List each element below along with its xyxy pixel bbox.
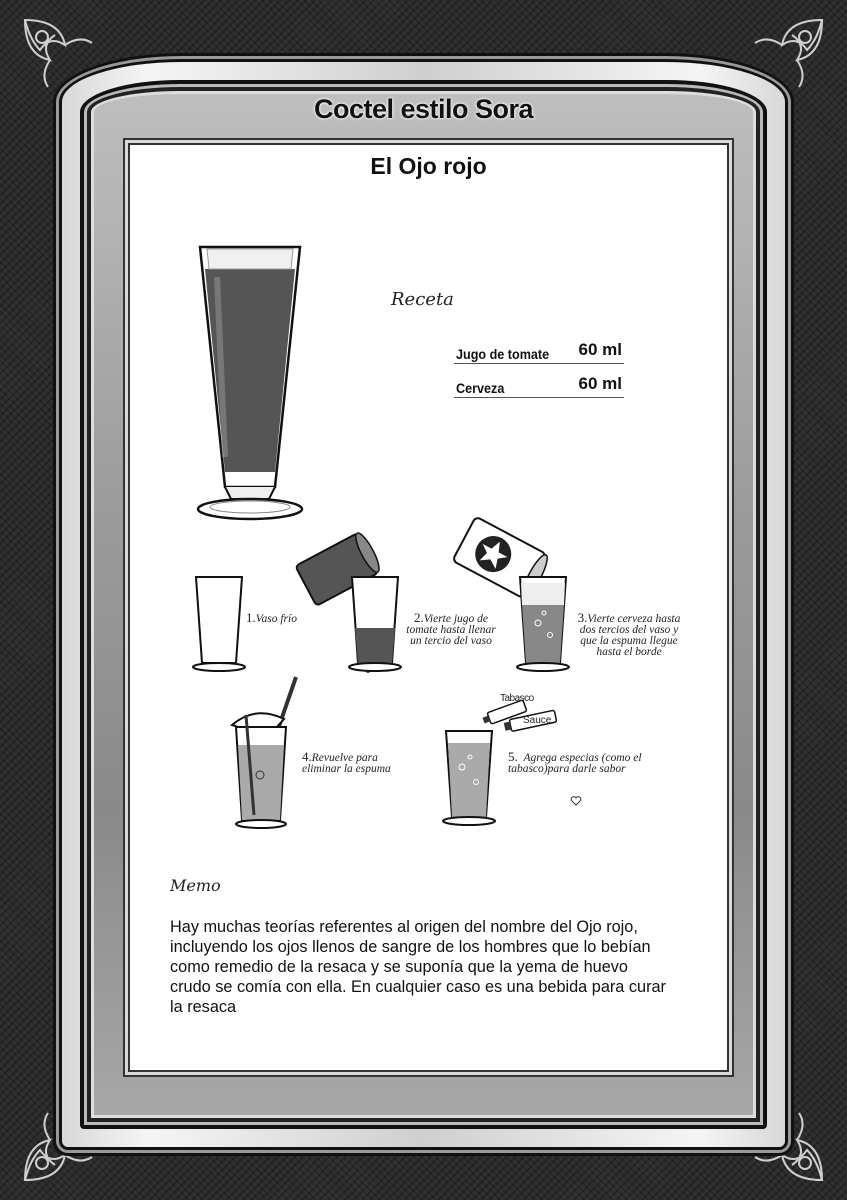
- memo-text: Hay muchas teorías referentes al origen del nombre del Ojo rojo, incluyendo los ojos llenos de sangre de los hombres que lo bebían como remedio de la resaca y se suponía que la yema de huevo crudo se comía con ella. En cualquier caso es una bebida para curar la resaca: [170, 918, 666, 1016]
- finished-glass-icon: [442, 727, 498, 827]
- step-1: 1.Vaso frío: [246, 610, 297, 625]
- page-title: Coctel estilo Sora: [313, 94, 534, 124]
- red-eye-glass-illustration: [195, 237, 315, 527]
- recipe-name: El Ojo rojo: [370, 153, 487, 179]
- ingredient-name: Cerveza: [456, 380, 505, 396]
- ingredient-amount: 60 ml: [578, 374, 622, 393]
- glass-two-thirds-foam-icon: [516, 573, 572, 673]
- recipe-card: [128, 143, 729, 1072]
- stirring-glass-icon: [226, 675, 306, 830]
- step-3: 3.Vierte cerveza hasta dos tercios del vaso y que la espuma llegue hasta el borde: [577, 610, 681, 658]
- ingredient-name: Jugo de tomate: [456, 346, 550, 362]
- sauce-label: Sauce: [523, 715, 552, 726]
- ingredient-amount: 60 ml: [578, 340, 622, 359]
- glass-one-third-icon: [348, 573, 404, 673]
- recipe-section-label: Receta: [391, 289, 454, 310]
- ingredient-row: [454, 337, 624, 364]
- step-2: 2.Vierte jugo de tomate hasta llenar un tercio del vaso: [406, 610, 496, 647]
- heart-icon: [570, 795, 582, 807]
- empty-glass-icon: [192, 573, 248, 673]
- step-4: 4.Revuelve para eliminar la espuma: [302, 749, 391, 775]
- ingredient-row: [454, 371, 624, 398]
- tabasco-label: Tabasco: [500, 693, 534, 704]
- step-5: 5. Agrega especias (como el tabasco)para darle sabor: [508, 749, 642, 775]
- memo-label: Memo: [170, 876, 221, 895]
